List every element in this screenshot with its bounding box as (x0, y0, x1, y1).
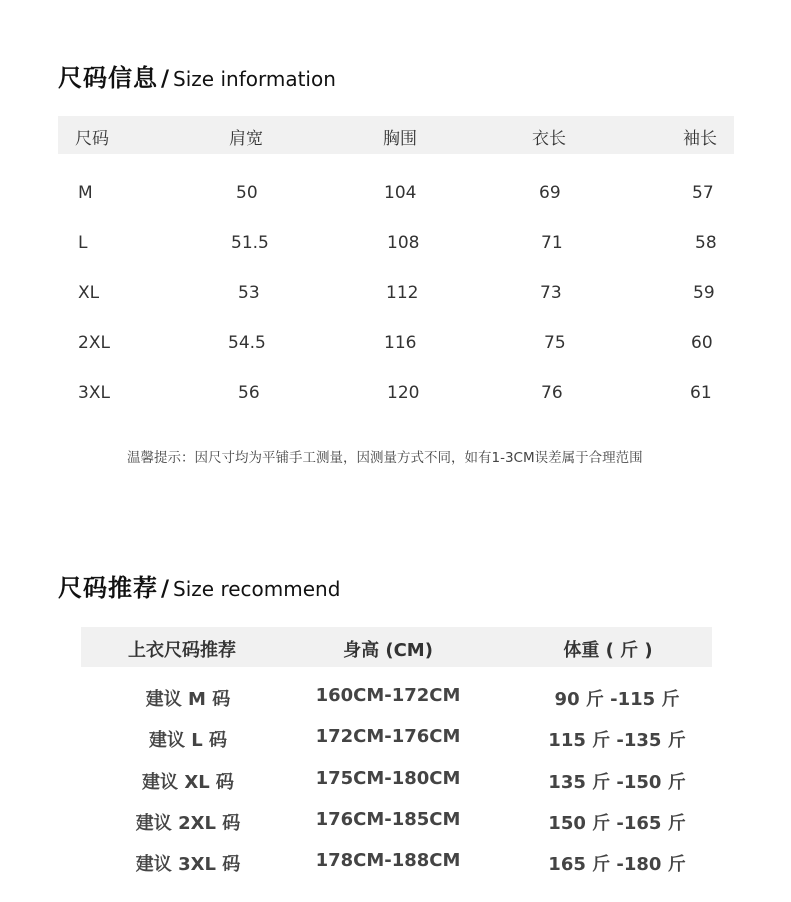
size-info-cell: 53 (238, 283, 260, 303)
size-recommend-title (58, 568, 340, 603)
size-recommend-cell: 178CM-188CM (315, 850, 461, 871)
size-info-cell: 59 (693, 283, 715, 303)
size-info-header-cell: 袖长 (683, 129, 717, 149)
size-recommend-cell: 172CM-176CM (315, 726, 461, 747)
size-recommend-cell: 135 斤 -150 斤 (548, 772, 686, 793)
size-info-header-cell: 衣长 (532, 129, 566, 149)
size-info-title-en: Size information (173, 67, 336, 91)
size-info-title (58, 58, 336, 93)
size-info-cell: 71 (541, 233, 563, 253)
size-info-header-cell: 尺码 (75, 129, 109, 149)
size-info-cell: 104 (384, 183, 417, 203)
size-info-cell: 112 (386, 283, 419, 303)
size-recommend-title-en: Size recommend (173, 577, 341, 601)
size-recommend-cell: 115 斤 -135 斤 (548, 730, 686, 751)
size-recommend-cell: 建议 M 码 (145, 689, 231, 710)
size-info-cell: 108 (387, 233, 420, 253)
size-info-cell: XL (78, 283, 100, 303)
size-recommend-cell: 90 斤 -115 斤 (554, 689, 680, 710)
size-recommend-cell: 建议 2XL 码 (135, 813, 241, 834)
measurement-note: 温馨提示：因尺寸均为平铺手工测量，因测量方式不同，如有1-3CM误差属于合理范围 (127, 450, 643, 466)
size-info-cell: 73 (540, 283, 562, 303)
size-recommend-cell: 150 斤 -165 斤 (548, 813, 686, 834)
size-info-cell: 57 (692, 183, 714, 203)
size-info-cell: 58 (695, 233, 717, 253)
size-info-cell: 60 (691, 333, 713, 353)
size-info-cell: 3XL (78, 383, 110, 403)
size-recommend-title-zh: 尺码推荐 (58, 574, 158, 602)
size-info-cell: 54.5 (228, 333, 266, 353)
size-info-cell: 61 (690, 383, 712, 403)
size-recommend-header-cell: 身高 (CM) (343, 640, 433, 661)
size-info-cell: 69 (539, 183, 561, 203)
size-info-cell: 56 (238, 383, 260, 403)
size-recommend-header-cell: 体重 ( 斤 ) (563, 640, 653, 661)
size-info-cell: 51.5 (231, 233, 269, 253)
size-info-cell: 116 (384, 333, 417, 353)
title-separator: / (161, 577, 170, 602)
size-info-cell: 120 (387, 383, 420, 403)
size-info-header-cell: 肩宽 (229, 129, 263, 149)
size-info-cell: M (78, 183, 93, 203)
size-info-header-cell: 胸围 (383, 129, 417, 149)
size-recommend-cell: 175CM-180CM (315, 768, 461, 789)
size-info-cell: 76 (541, 383, 563, 403)
size-recommend-cell: 160CM-172CM (315, 685, 461, 706)
title-separator: / (161, 67, 170, 92)
size-info-cell: 75 (544, 333, 566, 353)
size-recommend-cell: 建议 L 码 (148, 730, 228, 751)
size-recommend-cell: 176CM-185CM (315, 809, 461, 830)
size-recommend-header-cell: 上衣尺码推荐 (128, 640, 236, 661)
size-info-cell: 50 (236, 183, 258, 203)
size-recommend-cell: 建议 3XL 码 (135, 854, 241, 875)
size-info-title-zh: 尺码信息 (58, 64, 158, 92)
size-info-cell: L (78, 233, 88, 253)
size-recommend-cell: 165 斤 -180 斤 (548, 854, 686, 875)
size-recommend-cell: 建议 XL 码 (142, 772, 234, 793)
size-info-cell: 2XL (78, 333, 110, 353)
